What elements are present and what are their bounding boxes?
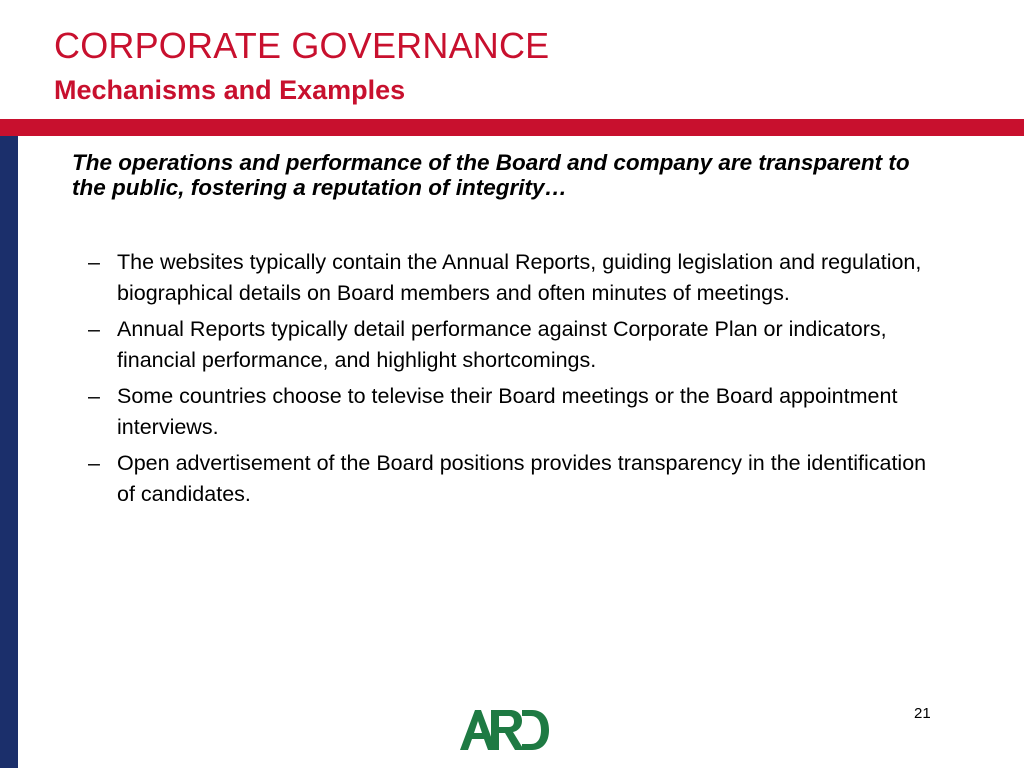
dash-bullet-marker: – <box>88 451 100 475</box>
slide-subtitle: Mechanisms and Examples <box>54 75 406 105</box>
bullet-item <box>88 314 928 376</box>
bullet-text: The websites typically contain the Annual Reports, guiding legislation and regulation, biographical details on Board members and often minutes of meetings. <box>117 250 922 305</box>
lead-statement: The operations and performance of the Board and company are transparent to the public, fostering a reputation of integrity… <box>72 150 910 200</box>
bullet-text: Annual Reports typically detail performance against Corporate Plan or indicators, financial performance, and highlight shortcomings. <box>117 317 887 372</box>
bullet-item <box>88 247 928 309</box>
dash-bullet-marker: – <box>88 384 100 408</box>
bullet-text: Open advertisement of the Board positions provides transparency in the identification of candidates. <box>117 451 927 506</box>
bullet-item <box>88 448 928 510</box>
bullet-list <box>88 247 928 515</box>
ard-logo <box>458 706 550 752</box>
left-accent-bar <box>0 136 18 768</box>
slide-title: CORPORATE GOVERNANCE <box>54 25 550 66</box>
dash-bullet-marker: – <box>88 317 100 341</box>
bullet-item <box>88 381 928 443</box>
page-number: 21 <box>914 705 931 722</box>
dash-bullet-marker: – <box>88 250 100 274</box>
bullet-text: Some countries choose to televise their Board meetings or the Board appointment interviews. <box>117 384 898 439</box>
header-divider-band <box>0 119 1024 136</box>
